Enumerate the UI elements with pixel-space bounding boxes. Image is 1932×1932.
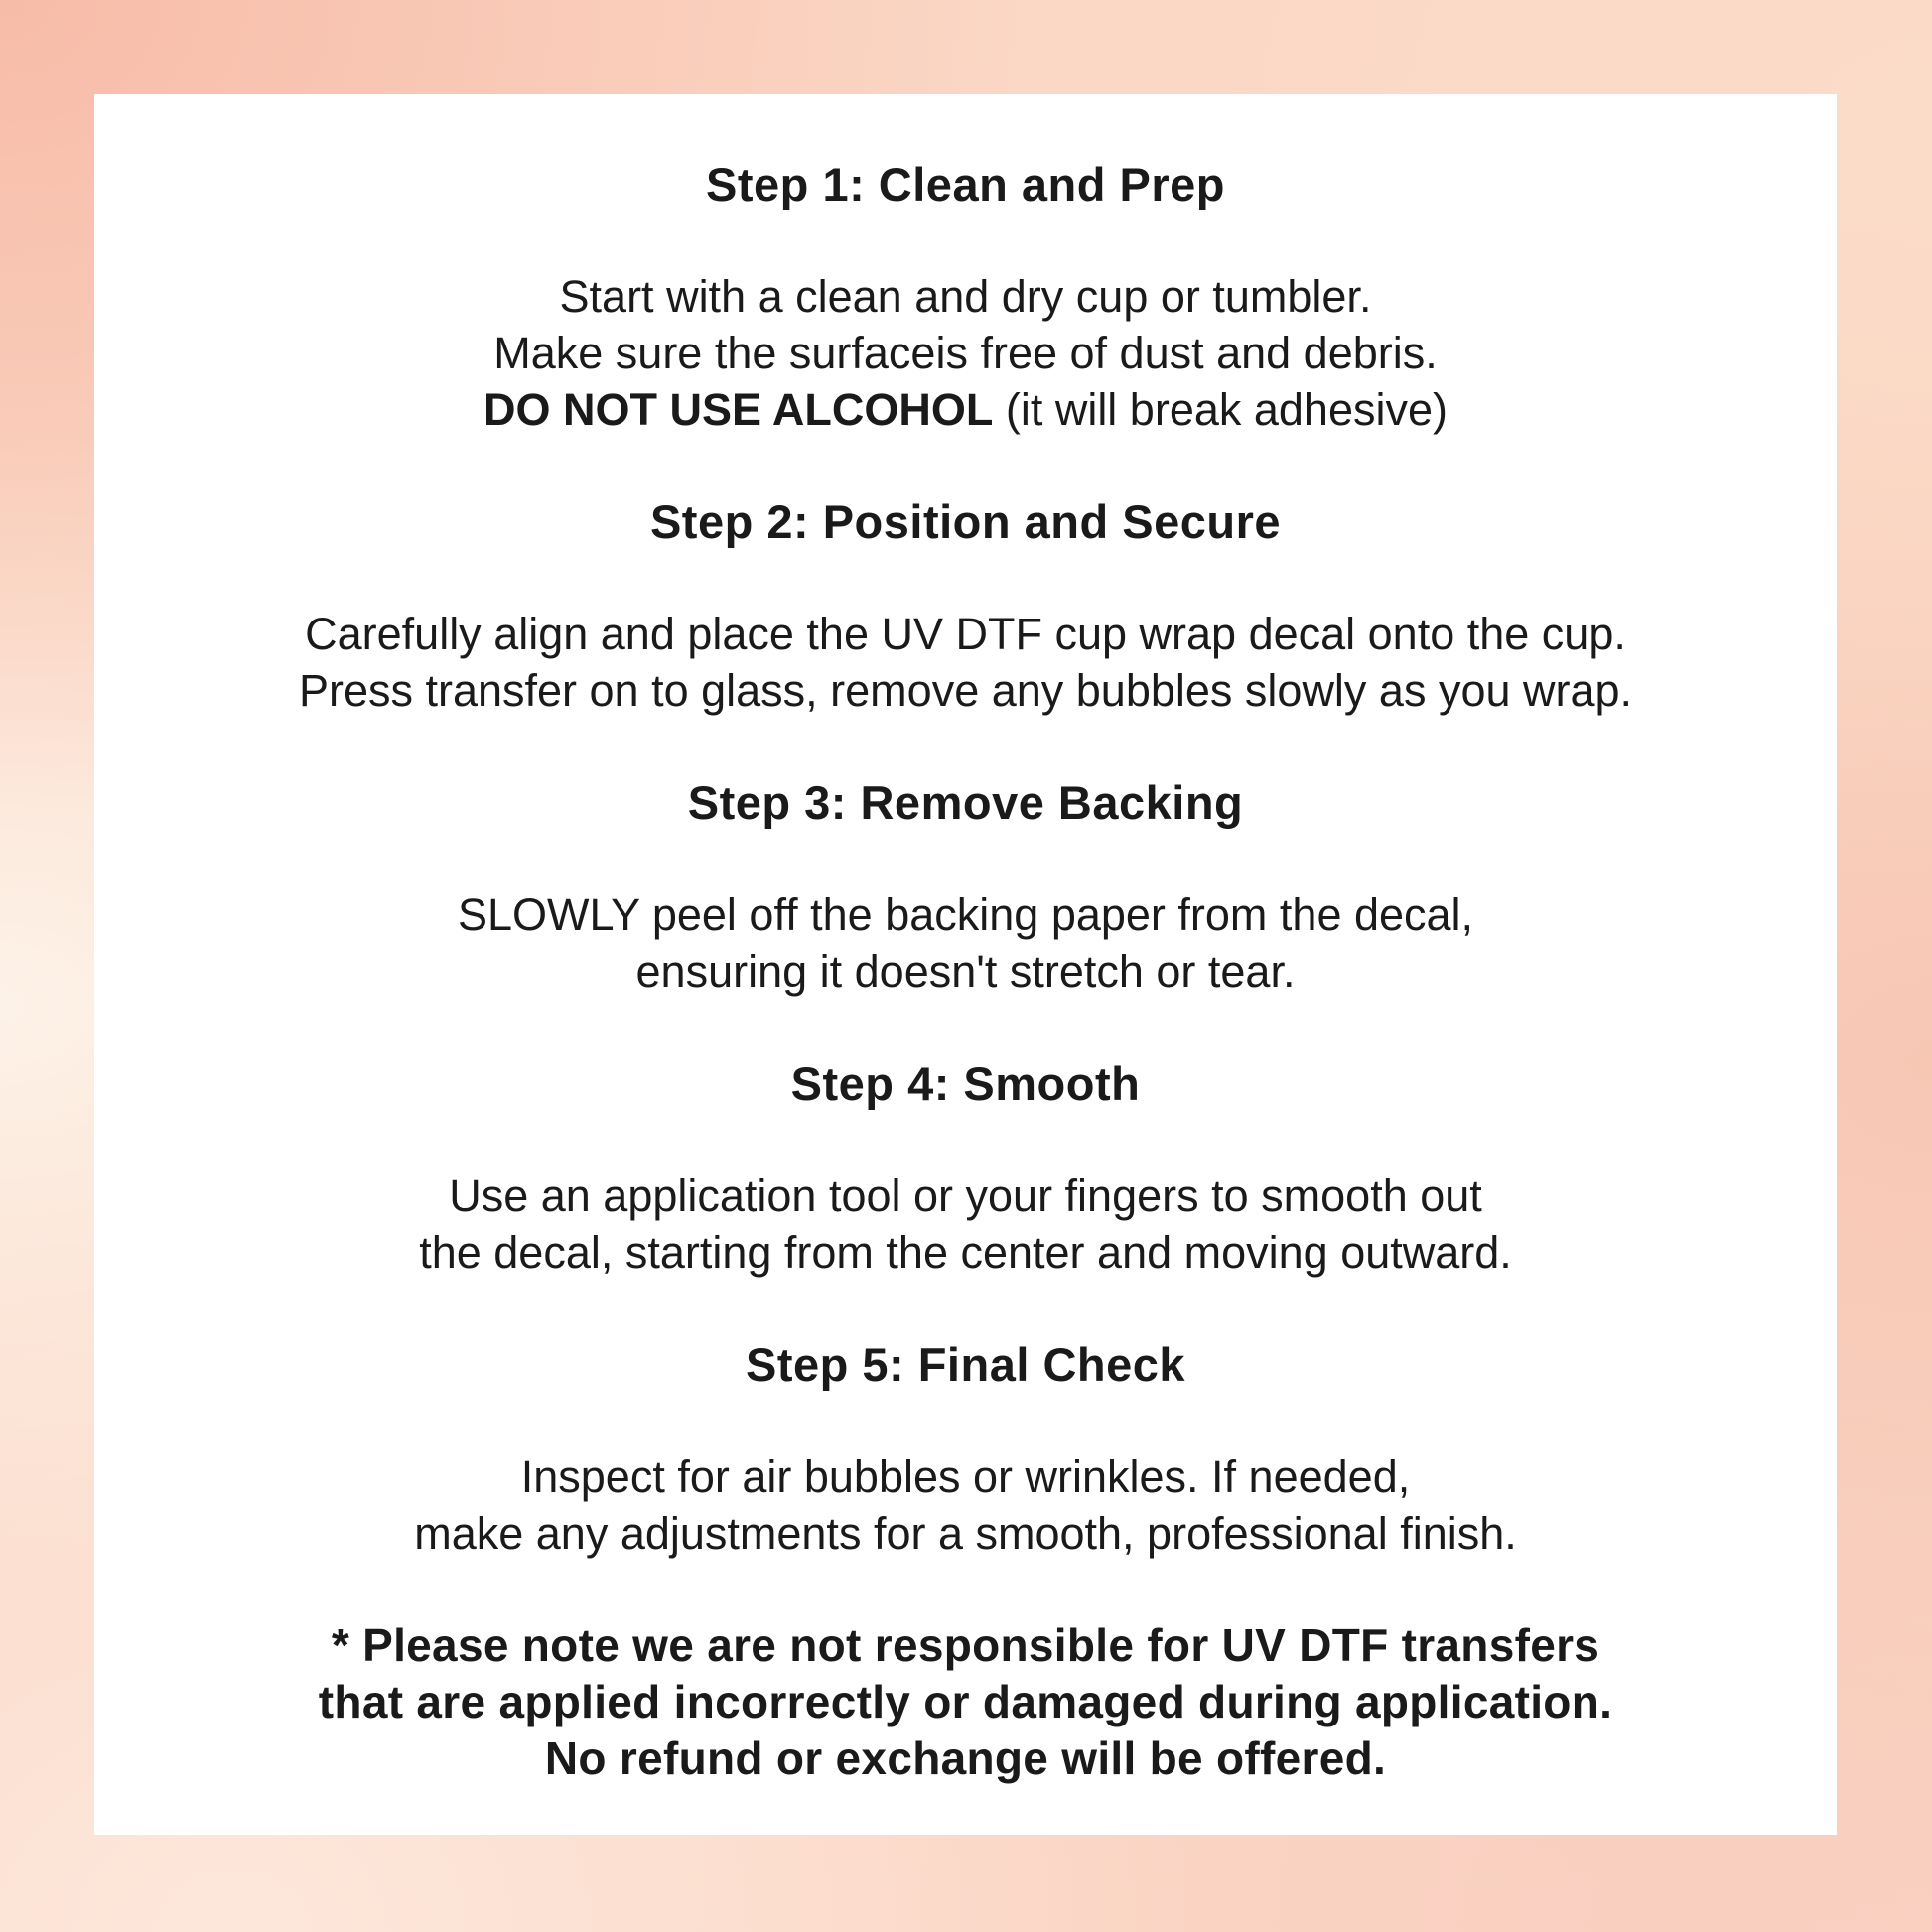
step-1-body — [122, 268, 1809, 438]
section-step-2 — [122, 493, 1809, 719]
disclaimer-line: No refund or exchange will be offered. — [544, 1732, 1387, 1784]
instruction-card — [94, 94, 1837, 1835]
warning-note: (it will break adhesive) — [993, 384, 1448, 435]
step-2-body — [122, 606, 1809, 719]
text-line-mixed — [122, 381, 1809, 438]
text-line: ensuring it doesn't stretch or tear. — [635, 946, 1296, 997]
text-line: SLOWLY peel off the backing paper from the decal, — [457, 890, 1474, 940]
disclaimer-note — [122, 1617, 1809, 1787]
step-5-heading: Step 5: Final Check — [745, 1338, 1186, 1391]
section-step-5 — [122, 1336, 1809, 1562]
section-step-3 — [122, 774, 1809, 1000]
do-not-use-alcohol-warning: DO NOT USE ALCOHOL — [483, 384, 994, 435]
step-4-heading: Step 4: Smooth — [790, 1057, 1141, 1110]
text-line: Inspect for air bubbles or wrinkles. If needed, — [520, 1451, 1411, 1502]
disclaimer-line: that are applied incorrectly or damaged during application. — [318, 1676, 1613, 1727]
step-3-body — [122, 887, 1809, 1000]
step-5-body — [122, 1449, 1809, 1562]
step-2-heading: Step 2: Position and Secure — [649, 495, 1282, 548]
text-line: Start with a clean and dry cup or tumbler. — [559, 271, 1372, 322]
disclaimer-line: * Please note we are not responsible for UV DTF transfers — [331, 1619, 1600, 1671]
step-1-heading: Step 1: Clean and Prep — [706, 158, 1225, 210]
step-3-heading: Step 3: Remove Backing — [687, 776, 1244, 829]
section-step-4 — [122, 1055, 1809, 1281]
text-line: Make sure the surfaceis free of dust and debris. — [493, 328, 1438, 378]
text-line: Press transfer on to glass, remove any bubbles slowly as you wrap. — [298, 665, 1633, 716]
section-step-1 — [122, 156, 1809, 438]
text-line: the decal, starting from the center and moving outward. — [419, 1227, 1512, 1278]
text-line: Use an application tool or your fingers to smooth out — [449, 1171, 1482, 1221]
step-4-body — [122, 1168, 1809, 1281]
text-line: make any adjustments for a smooth, professional finish. — [414, 1508, 1517, 1559]
text-line: Carefully align and place the UV DTF cup wrap decal onto the cup. — [305, 609, 1626, 659]
